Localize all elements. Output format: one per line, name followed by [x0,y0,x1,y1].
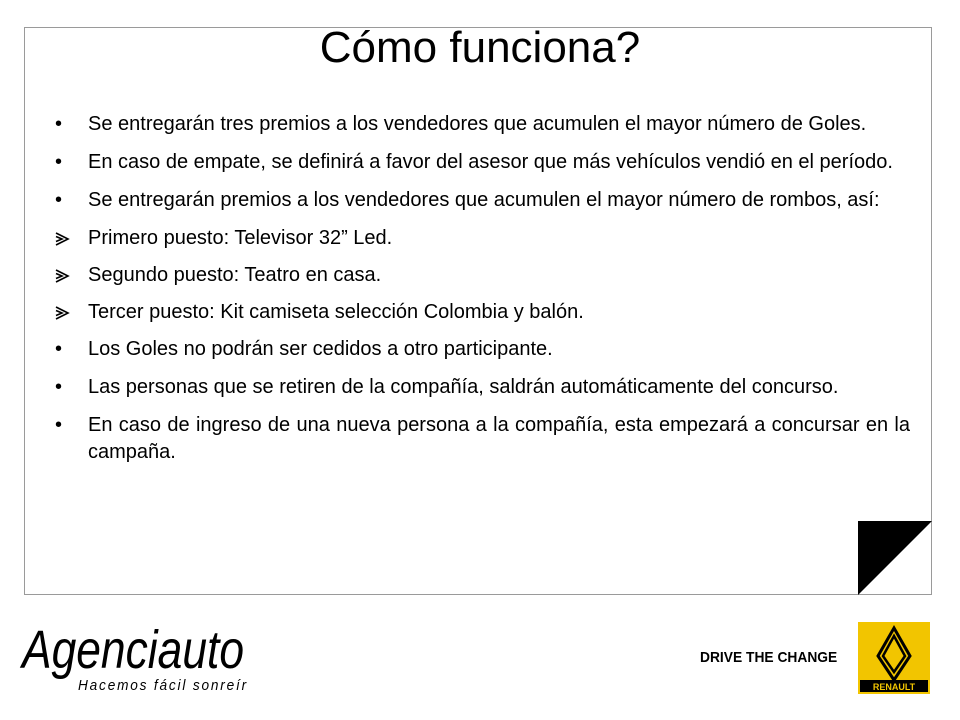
renault-label: RENAULT [872,682,916,692]
corner-triangle-decoration [858,521,932,595]
arrow-bullet-icon [55,225,79,246]
list-item-text: Primero puesto: Televisor 32” Led. [88,227,393,249]
list-item-text: Tercer puesto: Kit camiseta selección Colombia y balón. [88,301,584,323]
list-item-text: En caso de empate, se definirá a favor del asesor que más vehículos vendió en el período. [88,151,893,173]
svg-text:Agenciauto: Agenciauto [19,620,245,680]
list-item [52,336,910,363]
list-item [52,111,910,138]
list-item [52,299,910,326]
bullet-list [52,111,910,477]
list-item-text: Se entregarán tres premios a los vendedores que acumulen el mayor número de Goles. [88,113,867,135]
list-item-text: Los Goles no podrán ser cedidos a otro participante. [88,338,553,360]
bullet-dot-icon: • [55,151,63,173]
list-item-text: Se entregarán premios a los vendedores que acumulen el mayor número de rombos, así: [88,189,880,211]
list-item [52,374,910,401]
arrow-bullet-icon [55,262,79,283]
bullet-dot-icon: • [55,338,63,360]
renault-logo [858,622,930,694]
list-item-text: Segundo puesto: Teatro en casa. [88,264,382,286]
arrow-bullet-icon [55,299,79,320]
list-item [52,225,910,252]
slogan-text: DRIVE THE CHANGE [700,649,838,666]
list-item-text: En caso de ingreso de una nueva persona a la compañía, esta empezará a concursar en la campaña. [88,414,910,463]
bullet-dot-icon: • [55,113,63,135]
agenciauto-logo [19,616,262,698]
bullet-dot-icon: • [55,414,63,436]
slide-title: Cómo funciona? [319,23,641,72]
list-item [52,262,910,289]
list-item [52,149,910,176]
list-item-text: Las personas que se retiren de la compañía, saldrán automáticamente del concurso. [88,376,839,398]
bullet-dot-icon: • [55,189,63,211]
svg-text:Hacemos fácil sonreír: Hacemos fácil sonreír [78,677,248,694]
bullet-dot-icon: • [55,376,63,398]
list-item [52,412,910,466]
list-item [52,187,910,214]
